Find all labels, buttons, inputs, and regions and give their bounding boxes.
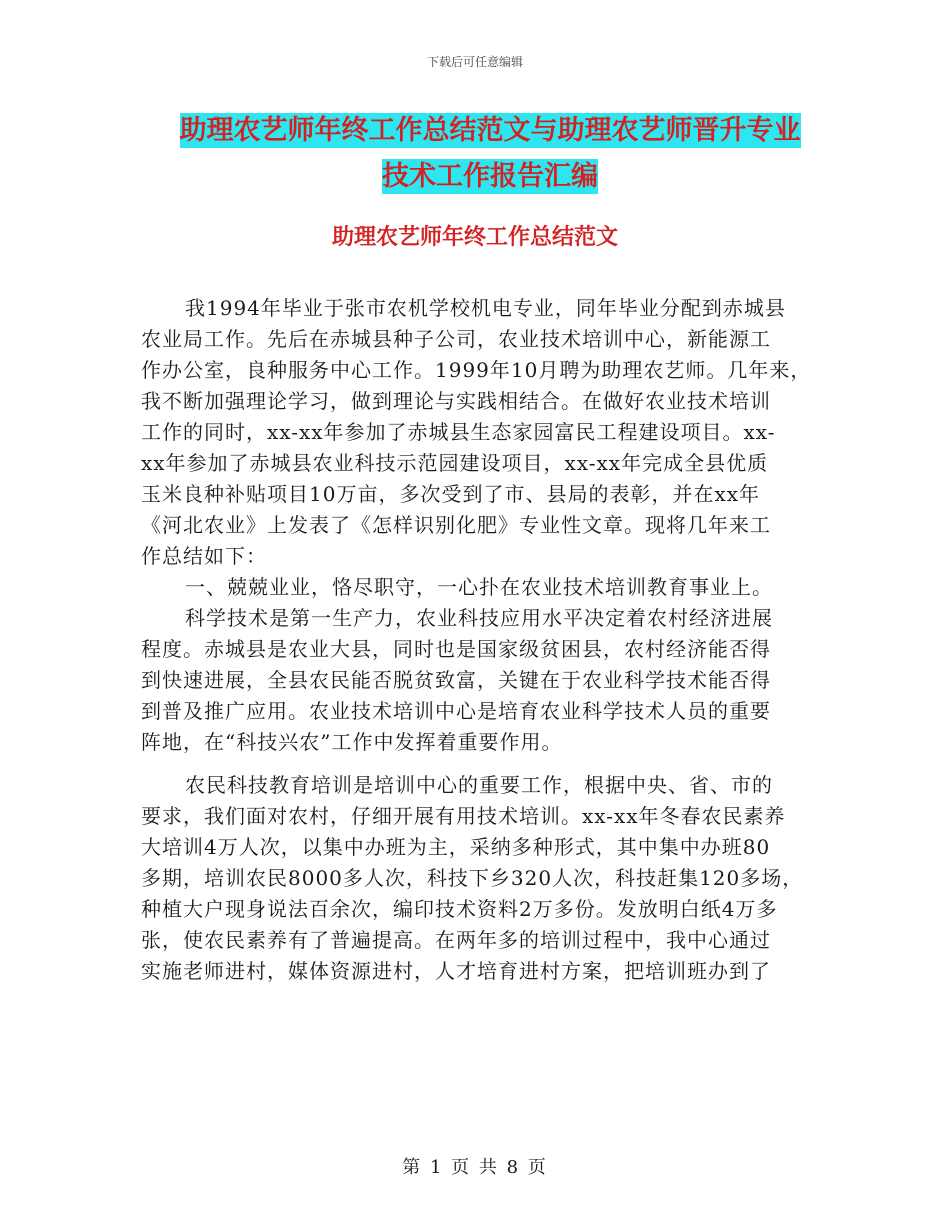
- text-line: 科学技术是第一生产力，农业科技应用水平决定着农村经济进展: [185, 606, 773, 630]
- text-line: 我不断加强理论学习，做到理论与实践相结合。在做好农业技术培训: [141, 389, 771, 413]
- paragraph-3: [141, 770, 813, 987]
- text-line: 一、兢兢业业，恪尽职守，一心扑在农业技术培训教育事业上。: [185, 575, 773, 599]
- text-line: 工作的同时，xx-xx年参加了赤城县生态家园富民工程建设项目。xx-: [141, 420, 776, 444]
- text-line: 作办公室，良种服务中心工作。1999年10月聘为助理农艺师。几年来，: [141, 358, 812, 382]
- document-title: [120, 108, 860, 200]
- text-line: 实施老师进村，媒体资源进村，人才培育进村方案，把培训班办到了: [141, 959, 771, 983]
- text-line: 玉米良种补贴项目10万亩，多次受到了市、县局的表彰，并在xx年: [141, 482, 761, 506]
- paragraph-1: [141, 293, 813, 572]
- text-line: 种植大户现身说法百余次，编印技术资料2万多份。发放明白纸4万多: [141, 897, 778, 921]
- text-line: 程度。赤城县是农业大县，同时也是国家级贫困县，农村经济能否得: [141, 637, 771, 661]
- text-line: 作总结如下：: [141, 544, 267, 568]
- text-line: 我1994年毕业于张市农机学校机电专业，同年毕业分配到赤城县: [185, 296, 786, 320]
- text-line: 多期，培训农民8000多人次，科技下乡320人次，科技赶集120多场，: [141, 866, 804, 890]
- section-title: 助理农艺师年终工作总结范文: [331, 225, 618, 250]
- text-line: 大培训4万人次，以集中办班为主，采纳多种形式，其中集中办班80: [141, 835, 771, 859]
- text-line: 农业局工作。先后在赤城县种子公司，农业技术培训中心，新能源工: [141, 327, 771, 351]
- page-footer: 第 1 页 共 8 页: [402, 1157, 548, 1178]
- text-line: xx年参加了赤城县农业科技示范园建设项目，xx-xx年完成全县优质: [141, 451, 769, 475]
- text-line: 到普及推广应用。农业技术培训中心是培育农业科学技术人员的重要: [141, 699, 771, 723]
- text-line: 农民科技教育培训是培训中心的重要工作，根据中央、省、市的: [185, 773, 773, 797]
- title-line-1: 助理农艺师年终工作总结范文与助理农艺师晋升专业: [179, 115, 801, 146]
- body-text: [141, 293, 813, 987]
- text-line: 到快速进展，全县农民能否脱贫致富，关键在于农业科学技术能否得: [141, 668, 771, 692]
- heading-1: [141, 572, 813, 603]
- text-line: 阵地，在“科技兴农”工作中发挥着重要作用。: [141, 730, 563, 754]
- title-line-2: 技术工作报告汇编: [382, 161, 598, 192]
- text-line: 张，使农民素养有了普遍提高。在两年多的培训过程中，我中心通过: [141, 928, 771, 952]
- text-line: 《河北农业》上发表了《怎样识别化肥》专业性文章。现将几年来工: [141, 513, 771, 537]
- header-note: 下载后可任意编辑: [426, 55, 523, 69]
- text-line: 要求，我们面对农村，仔细开展有用技术培训。xx-xx年冬春农民素养: [141, 804, 786, 828]
- paragraph-2: [141, 603, 813, 758]
